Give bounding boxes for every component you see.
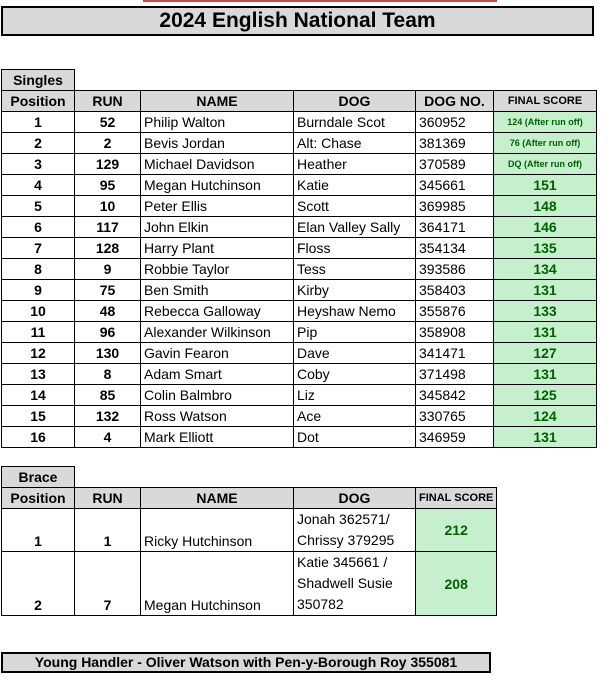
run-cell: 129 bbox=[75, 154, 141, 175]
run-cell: 132 bbox=[75, 406, 141, 427]
dog-cell: Liz bbox=[294, 385, 416, 406]
final-score-cell: 133 bbox=[494, 301, 597, 322]
table-row bbox=[2, 175, 597, 196]
position-cell: 1 bbox=[2, 112, 75, 133]
dog-no-cell: 341471 bbox=[416, 343, 494, 364]
final-score-cell: 76 (After run off) bbox=[494, 133, 597, 154]
table-row bbox=[2, 364, 597, 385]
brace-header-position: Position bbox=[2, 488, 75, 509]
header-name: NAME bbox=[141, 91, 294, 112]
dog-cell: Floss bbox=[294, 238, 416, 259]
brace-run-cell: 7 bbox=[75, 552, 141, 616]
dog-cell: Tess bbox=[294, 259, 416, 280]
dog-cell: Burndale Scot bbox=[294, 112, 416, 133]
brace-dog-cell: Katie 345661 / Shadwell Susie 350782 bbox=[294, 552, 416, 616]
header-dog-no: DOG NO. bbox=[416, 91, 494, 112]
header-run: RUN bbox=[75, 91, 141, 112]
brace-section-row bbox=[2, 467, 497, 488]
dog-no-cell: 346959 bbox=[416, 427, 494, 448]
table-row bbox=[2, 322, 597, 343]
final-score-cell: 131 bbox=[494, 322, 597, 343]
dog-cell: Pip bbox=[294, 322, 416, 343]
position-cell: 14 bbox=[2, 385, 75, 406]
name-cell: Rebecca Galloway bbox=[141, 301, 294, 322]
page-title: 2024 English National Team bbox=[1, 6, 594, 36]
name-cell: Ben Smith bbox=[141, 280, 294, 301]
position-cell: 4 bbox=[2, 175, 75, 196]
dog-no-cell: 360952 bbox=[416, 112, 494, 133]
dog-cell: Dave bbox=[294, 343, 416, 364]
position-cell: 16 bbox=[2, 427, 75, 448]
table-row bbox=[2, 385, 597, 406]
singles-header-row bbox=[2, 91, 597, 112]
run-cell: 2 bbox=[75, 133, 141, 154]
singles-table bbox=[1, 69, 597, 448]
run-cell: 130 bbox=[75, 343, 141, 364]
brace-run-cell: 1 bbox=[75, 509, 141, 552]
dog-cell: Kirby bbox=[294, 280, 416, 301]
name-cell: Peter Ellis bbox=[141, 196, 294, 217]
run-cell: 96 bbox=[75, 322, 141, 343]
dog-no-cell: 393586 bbox=[416, 259, 494, 280]
dog-no-cell: 371498 bbox=[416, 364, 494, 385]
position-cell: 2 bbox=[2, 133, 75, 154]
final-score-cell: 134 bbox=[494, 259, 597, 280]
final-score-cell: 131 bbox=[494, 280, 597, 301]
table-row bbox=[2, 259, 597, 280]
position-cell: 7 bbox=[2, 238, 75, 259]
brace-section-label: Brace bbox=[2, 467, 75, 488]
table-row bbox=[2, 217, 597, 238]
run-cell: 85 bbox=[75, 385, 141, 406]
name-cell: Bevis Jordan bbox=[141, 133, 294, 154]
dog-no-cell: 369985 bbox=[416, 196, 494, 217]
position-cell: 3 bbox=[2, 154, 75, 175]
dog-no-cell: 354134 bbox=[416, 238, 494, 259]
final-score-cell: 124 bbox=[494, 406, 597, 427]
brace-header-final-score: FINAL SCORE bbox=[416, 488, 497, 509]
run-cell: 48 bbox=[75, 301, 141, 322]
dog-cell: Alt: Chase bbox=[294, 133, 416, 154]
dog-no-cell: 370589 bbox=[416, 154, 494, 175]
header-position: Position bbox=[2, 91, 75, 112]
run-cell: 8 bbox=[75, 364, 141, 385]
brace-dog-cell: Jonah 362571/ Chrissy 379295 bbox=[294, 509, 416, 552]
brace-table bbox=[1, 466, 497, 616]
brace-header-name: NAME bbox=[141, 488, 294, 509]
dog-cell: Elan Valley Sally bbox=[294, 217, 416, 238]
table-row bbox=[2, 509, 497, 552]
position-cell: 12 bbox=[2, 343, 75, 364]
table-row bbox=[2, 427, 597, 448]
name-cell: Gavin Fearon bbox=[141, 343, 294, 364]
run-cell: 117 bbox=[75, 217, 141, 238]
position-cell: 15 bbox=[2, 406, 75, 427]
table-row bbox=[2, 133, 597, 154]
position-cell: 5 bbox=[2, 196, 75, 217]
table-row bbox=[2, 301, 597, 322]
singles-section-row bbox=[2, 70, 597, 91]
position-cell: 11 bbox=[2, 322, 75, 343]
header-final-score: FINAL SCORE bbox=[494, 91, 597, 112]
position-cell: 8 bbox=[2, 259, 75, 280]
table-row bbox=[2, 280, 597, 301]
name-cell: Adam Smart bbox=[141, 364, 294, 385]
run-cell: 9 bbox=[75, 259, 141, 280]
dog-cell: Katie bbox=[294, 175, 416, 196]
name-cell: John Elkin bbox=[141, 217, 294, 238]
name-cell: Mark Elliott bbox=[141, 427, 294, 448]
dog-cell: Ace bbox=[294, 406, 416, 427]
position-cell: 6 bbox=[2, 217, 75, 238]
table-row bbox=[2, 552, 497, 616]
table-row bbox=[2, 154, 597, 175]
name-cell: Robbie Taylor bbox=[141, 259, 294, 280]
dog-no-cell: 345842 bbox=[416, 385, 494, 406]
table-row bbox=[2, 238, 597, 259]
header-dog: DOG bbox=[294, 91, 416, 112]
run-cell: 52 bbox=[75, 112, 141, 133]
final-score-cell: 146 bbox=[494, 217, 597, 238]
table-row bbox=[2, 343, 597, 364]
final-score-cell: 131 bbox=[494, 364, 597, 385]
name-cell: Philip Walton bbox=[141, 112, 294, 133]
name-cell: Ross Watson bbox=[141, 406, 294, 427]
dog-no-cell: 381369 bbox=[416, 133, 494, 154]
dog-no-cell: 345661 bbox=[416, 175, 494, 196]
brace-name-cell: Ricky Hutchinson bbox=[141, 509, 294, 552]
young-handler-banner: Young Handler - Oliver Watson with Pen-y-Borough Roy 355081 bbox=[1, 652, 491, 673]
dog-cell: Dot bbox=[294, 427, 416, 448]
dog-cell: Heyshaw Nemo bbox=[294, 301, 416, 322]
run-cell: 10 bbox=[75, 196, 141, 217]
run-cell: 75 bbox=[75, 280, 141, 301]
dog-no-cell: 364171 bbox=[416, 217, 494, 238]
table-row bbox=[2, 406, 597, 427]
dog-no-cell: 358403 bbox=[416, 280, 494, 301]
run-cell: 95 bbox=[75, 175, 141, 196]
position-cell: 10 bbox=[2, 301, 75, 322]
final-score-cell: 131 bbox=[494, 427, 597, 448]
brace-header-row bbox=[2, 488, 497, 509]
name-cell: Megan Hutchinson bbox=[141, 175, 294, 196]
dog-cell: Heather bbox=[294, 154, 416, 175]
brace-score-cell: 208 bbox=[416, 552, 497, 616]
brace-header-dog: DOG bbox=[294, 488, 416, 509]
name-cell: Harry Plant bbox=[141, 238, 294, 259]
brace-score-cell: 212 bbox=[416, 509, 497, 552]
table-row bbox=[2, 196, 597, 217]
dog-cell: Scott bbox=[294, 196, 416, 217]
dog-cell: Coby bbox=[294, 364, 416, 385]
brace-name-cell: Megan Hutchinson bbox=[141, 552, 294, 616]
run-cell: 4 bbox=[75, 427, 141, 448]
brace-header-run: RUN bbox=[75, 488, 141, 509]
top-accent-line bbox=[143, 0, 497, 2]
name-cell: Colin Balmbro bbox=[141, 385, 294, 406]
name-cell: Michael Davidson bbox=[141, 154, 294, 175]
run-cell: 128 bbox=[75, 238, 141, 259]
dog-no-cell: 330765 bbox=[416, 406, 494, 427]
name-cell: Alexander Wilkinson bbox=[141, 322, 294, 343]
final-score-cell: 135 bbox=[494, 238, 597, 259]
position-cell: 9 bbox=[2, 280, 75, 301]
final-score-cell: 125 bbox=[494, 385, 597, 406]
final-score-cell: 151 bbox=[494, 175, 597, 196]
singles-section-label: Singles bbox=[2, 70, 75, 91]
brace-position-cell: 2 bbox=[2, 552, 75, 616]
final-score-cell: DQ (After run off) bbox=[494, 154, 597, 175]
position-cell: 13 bbox=[2, 364, 75, 385]
final-score-cell: 127 bbox=[494, 343, 597, 364]
final-score-cell: 148 bbox=[494, 196, 597, 217]
final-score-cell: 124 (After run off) bbox=[494, 112, 597, 133]
table-row bbox=[2, 112, 597, 133]
brace-position-cell: 1 bbox=[2, 509, 75, 552]
dog-no-cell: 355876 bbox=[416, 301, 494, 322]
dog-no-cell: 358908 bbox=[416, 322, 494, 343]
